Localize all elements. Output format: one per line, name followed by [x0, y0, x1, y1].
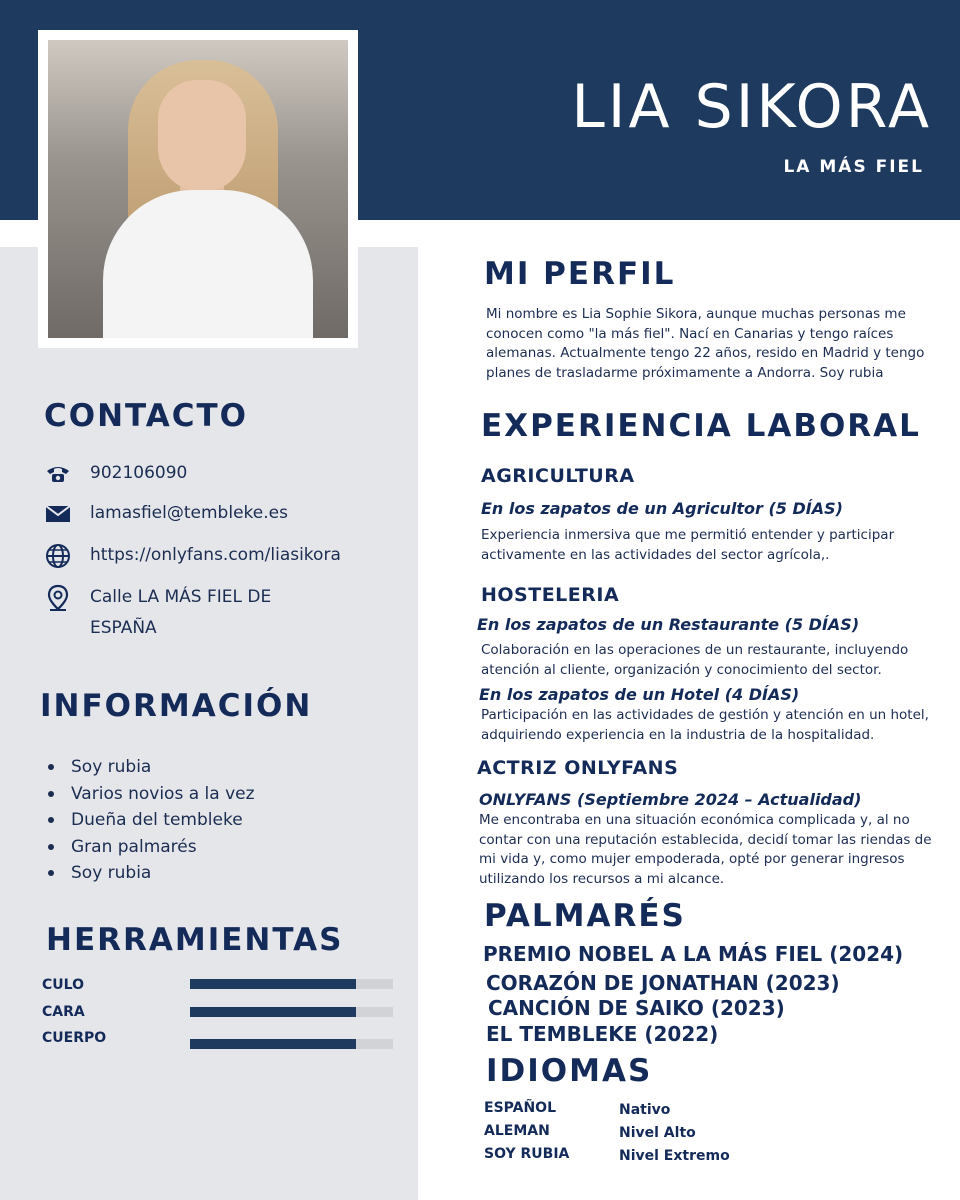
job-category: HOSTELERIA [481, 584, 620, 606]
contact-email[interactable] [44, 502, 288, 529]
person-name: LIA SIKORA [571, 72, 932, 142]
address-line-1: Calle LA MÁS FIEL DE [90, 587, 272, 607]
awards-heading: PALMARÉS [484, 898, 686, 934]
address-line-2: ESPAÑA [90, 618, 157, 638]
job-description: Colaboración en las operaciones de un restaurante, incluyendo atención al cliente, organización y conocimiento del sector. [481, 642, 909, 678]
info-list [48, 754, 255, 887]
award-item: CANCIÓN DE SAIKO (2023) [488, 996, 785, 1020]
info-item: Dueña del tembleke [48, 807, 255, 834]
language-level: Nivel Alto [619, 1125, 696, 1141]
skill-bar-fill [190, 1007, 356, 1017]
language-level: Nivel Extremo [619, 1148, 730, 1164]
skill-label: CARA [42, 1004, 85, 1020]
profile-heading: MI PERFIL [484, 256, 676, 292]
job-title: ONLYFANS (Septiembre 2024 – Actualidad) [479, 790, 862, 809]
contact-phone [44, 462, 187, 489]
language-name: ALEMAN [484, 1123, 550, 1139]
contact-website[interactable] [44, 544, 341, 571]
job-description: Participación en las actividades de gestión y atención en un hotel, adquiriendo experiencia en la industria de la hospitalidad. [481, 707, 929, 743]
profile-photo [48, 40, 348, 338]
job-description: Experiencia inmersiva que me permitió entender y participar activamente en las actividades del sector agrícola,. [481, 527, 895, 563]
skill-bar-fill [190, 1039, 356, 1049]
skill-label: CUERPO [42, 1030, 107, 1046]
job-title: En los zapatos de un Agricultor (5 DÍAS) [481, 499, 843, 518]
envelope-icon [44, 502, 72, 526]
website-text: https://onlyfans.com/liasikora [90, 545, 341, 565]
phone-text: 902106090 [90, 463, 188, 483]
profile-text: Mi nombre es Lia Sophie Sikora, aunque muchas personas me conocen como "la más fiel". Nací en Canarias y tengo raíces alemanas. Actualmente tengo 22 años, resido en Madrid y tengo planes de trasladarme próximamente a Andorra. Soy rubia [486, 306, 925, 381]
skill-bar-fill [190, 979, 356, 989]
contact-heading: CONTACTO [44, 398, 249, 434]
profile-photo-frame [38, 30, 358, 348]
info-heading: INFORMACIÓN [40, 688, 313, 724]
contact-address [44, 586, 271, 644]
language-levels [619, 1099, 730, 1168]
language-name: SOY RUBIA [484, 1146, 570, 1162]
job-category: AGRICULTURA [481, 465, 635, 487]
award-item: CORAZÓN DE JONATHAN (2023) [486, 971, 840, 995]
job-description: Me encontraba en una situación económica complicada y, al no contar con una reputación establecida, decidí tomar las riendas de mi vida y, como mujer empoderada, opté por generar ingresos utilizando los recursos a mi alcance. [479, 812, 932, 887]
job-title: En los zapatos de un Hotel (4 DÍAS) [479, 685, 800, 704]
experience-heading: EXPERIENCIA LABORAL [481, 408, 921, 444]
location-pin-icon [44, 586, 72, 610]
info-item: Gran palmarés [48, 834, 255, 861]
language-names [484, 1097, 569, 1166]
person-tagline: LA MÁS FIEL [783, 157, 924, 177]
phone-icon [44, 462, 72, 486]
skill-label: CULO [42, 977, 84, 993]
job-category: ACTRIZ ONLYFANS [477, 757, 679, 779]
info-item: Soy rubia [48, 754, 255, 781]
award-item: PREMIO NOBEL A LA MÁS FIEL (2024) [483, 942, 904, 966]
info-item: Soy rubia [48, 860, 255, 887]
tools-heading: HERRAMIENTAS [46, 922, 344, 958]
info-item: Varios novios a la vez [48, 781, 255, 808]
award-item: EL TEMBLEKE (2022) [486, 1022, 719, 1046]
languages-heading: IDIOMAS [486, 1053, 653, 1089]
globe-icon [44, 544, 72, 568]
job-title: En los zapatos de un Restaurante (5 DÍAS) [477, 615, 860, 634]
language-level: Nativo [619, 1102, 671, 1118]
skill-bar [190, 1039, 393, 1049]
language-name: ESPAÑOL [484, 1100, 556, 1116]
skill-bar [190, 1007, 393, 1017]
skill-bar [190, 979, 393, 989]
email-text: lamasfiel@tembleke.es [90, 503, 288, 523]
